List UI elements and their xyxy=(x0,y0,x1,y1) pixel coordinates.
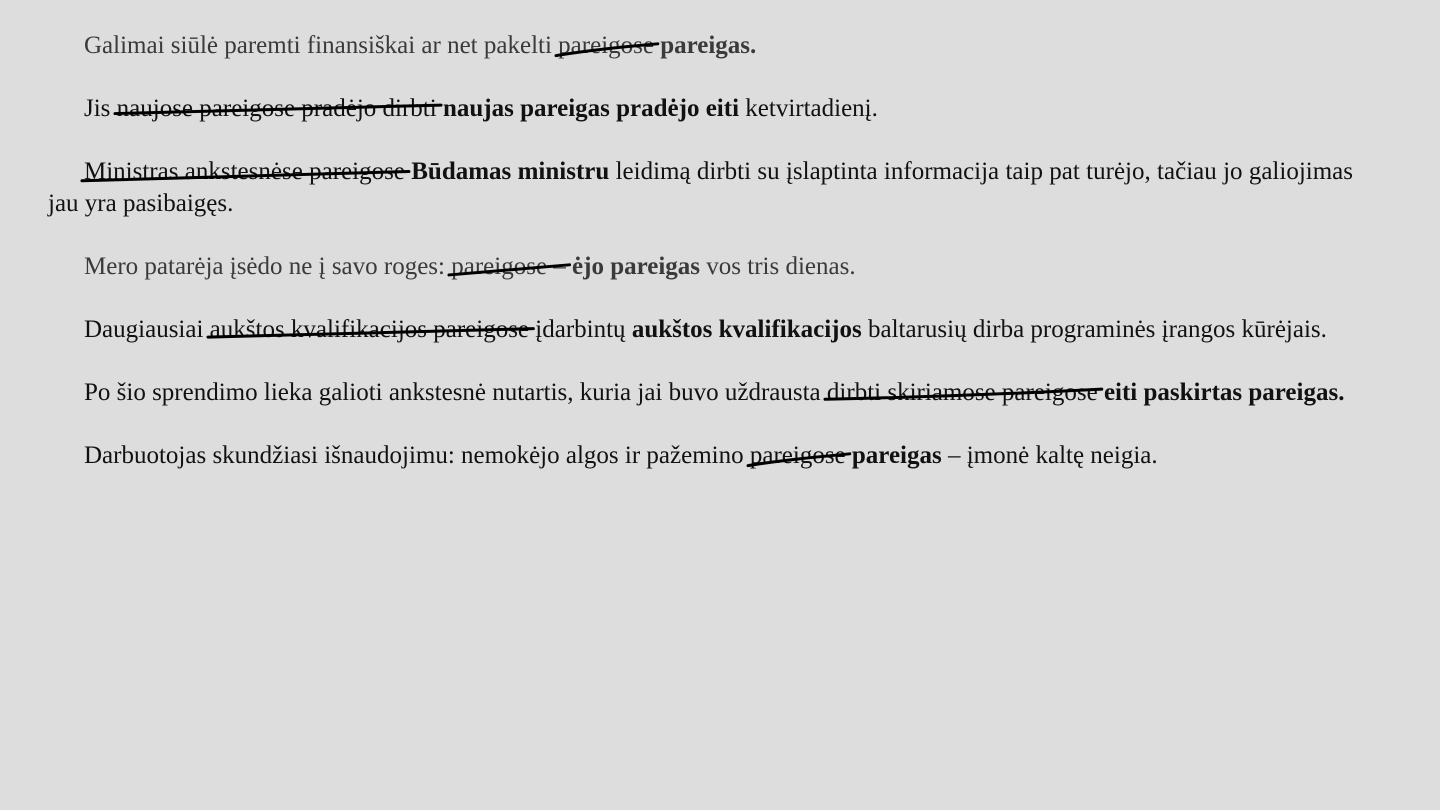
paragraph-6 xyxy=(48,377,1353,409)
paragraph-text-after: – įmonė kaltę neigia. xyxy=(941,442,1158,469)
paragraph-text-after: baltarusių dirba programinės įrangos kūrėjais. xyxy=(861,316,1327,343)
paragraph-text: Mero patarėja įsėdo ne į savo roges: xyxy=(84,253,452,280)
correction-text: aukštos kvalifikacijos xyxy=(631,316,862,343)
correction-text: ėjo pareigas xyxy=(572,253,701,280)
struck-text xyxy=(558,32,654,59)
paragraph-text-after: ketvirtadienį. xyxy=(739,95,878,122)
struck-text xyxy=(84,158,405,185)
struck-text xyxy=(451,253,566,280)
paragraph-3 xyxy=(48,156,1353,220)
struck-text xyxy=(750,442,846,469)
struck-word: dirbti skiriamose pareigose xyxy=(826,379,1098,406)
paragraph-1 xyxy=(48,30,1353,62)
struck-word: aukštos kvalifikacijos pareigose xyxy=(209,316,530,343)
paragraph-text-after: leidimą dirbti su įslaptinta informacija taip pat turėjo, tačiau jo galiojimas jau yra pasibaigęs. xyxy=(48,158,1353,217)
struck-word: naujose pareigose pradėjo dirbti xyxy=(116,95,437,122)
struck-text xyxy=(827,379,1098,406)
paragraph-text: Daugiausiai xyxy=(84,316,210,343)
correction-text: naujas pareigas pradėjo eiti xyxy=(442,95,740,122)
paragraph-text: Jis xyxy=(84,95,117,122)
struck-word: pareigose xyxy=(558,32,654,59)
struck-word: Ministras ankstesnėse pareigose xyxy=(84,158,405,185)
struck-word: pareigose – xyxy=(451,253,566,280)
paragraph-4 xyxy=(48,251,1353,283)
paragraph-text: Darbuotojas skundžiasi išnaudojimu: nemokėjo algos ir pažemino xyxy=(84,442,750,469)
struck-text xyxy=(210,316,529,343)
paragraph-2 xyxy=(48,93,1353,125)
struck-text xyxy=(117,95,437,122)
paragraph-text-middle: įdarbintų xyxy=(529,316,632,343)
paragraph-text: Galimai siūlė paremti finansiškai ar net pakelti xyxy=(84,32,559,59)
correction-text: pareigas xyxy=(851,442,942,469)
struck-word: pareigose xyxy=(749,442,846,469)
paragraph-text-after: vos tris dienas. xyxy=(700,253,856,280)
paragraph-5 xyxy=(48,314,1353,346)
paragraph-7 xyxy=(48,440,1353,472)
paragraph-text: Po šio sprendimo lieka galioti ankstesnė nutartis, kuria jai buvo uždrausta xyxy=(84,379,827,406)
correction-text: Būdamas ministru xyxy=(411,158,610,185)
correction-text: pareigas. xyxy=(660,32,757,59)
correction-text: eiti paskirtas pareigas. xyxy=(1103,379,1345,406)
